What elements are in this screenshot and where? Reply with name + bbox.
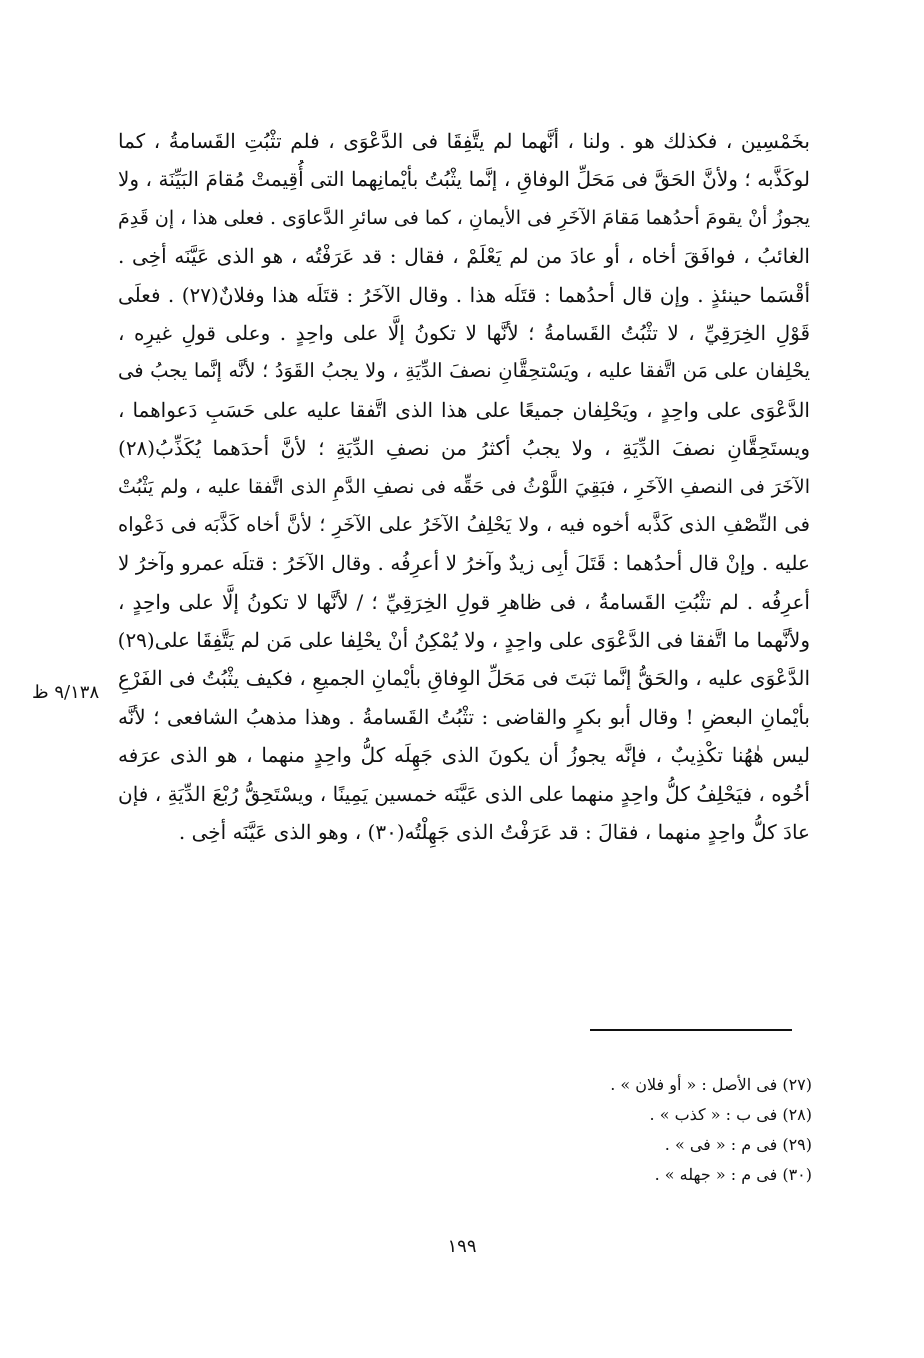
body-text — [118, 122, 810, 851]
footnotes — [440, 1070, 812, 1190]
text-line: أخُوه ، فيَحْلِفُ كلُّ واحِدٍ منهما على الذى عَيَّنَه خمسين يَمِينًا ، ويسْتَحِقُّ رُبْعَ الدِّيَةِ ، فإن — [118, 781, 810, 806]
text-line: بأيْمانِ البعضِ ! وقال أبو بكرٍ والقاضى : تثْبُتُ القَسامةُ . وهذا مذهبُ الشافعى ؛ لأنَّه — [118, 704, 810, 729]
text-line: ويستَحِقَّانِ نصفَ الدِّيَةِ ، ولا يجبُ أكثرُ من نصفِ الدِّيَةِ ؛ لأنَّ أحدَهما يُكَذِّبُ(٢٨) — [118, 436, 810, 461]
text-line: ليس هٰهُنا تكْذِيبٌ ، فإنَّه يجوزُ أن يكونَ الذى جَهِلَه كلُّ واحِدٍ منهما ، هو الذى عرَفه — [118, 743, 810, 768]
footnote: (٢٨) فى ب : « كذب » . — [649, 1105, 812, 1124]
text-line: أعرِفُه . لم تثْبُتِ القَسامةُ ، فى ظاهرِ قولِ الخِرَقِيِّ ؛ / لأنَّها لا تكونُ إلَّا على واحِدٍ ، — [118, 589, 810, 614]
text-line: يجوزُ أنْ يقومَ أحدُهما مَقامَ الآخَرِ فى الأيمانِ ، كما فى سائرِ الدَّعاوَى . فعلى هذا ، إن قَدِمَ — [118, 206, 810, 229]
footnote-separator — [590, 1029, 792, 1031]
text-line: ولأنَّهما ما اتَّفقا فى الدَّعْوَى على واحِدٍ ، ولا يُمْكِنُ أنْ يحْلِفا على مَن لم يَتَّفِقَا على(٢٩) — [118, 628, 810, 653]
text-line: يحْلِفان على مَن اتَّفقا عليه ، ويَسْتحِقَّانِ نصفَ الدِّيَةِ ، ولا يجبُ القَوَدُ ؛ لأنَّه إنَّما يجبُ فى — [118, 359, 810, 383]
footnote: (٣٠) فى م : « جهله » . — [654, 1165, 812, 1184]
footnote: (٢٧) فى الأصل : « أو فلان » . — [610, 1075, 812, 1094]
text-line: الدَّعْوَى على واحِدٍ ، ويَحْلِفان جميعًا على هذا الذى اتَّفقا عليه على حَسَبِ دَعواهما ، — [118, 397, 810, 422]
text-line: الآخَرَ فى النصفِ الآخَرِ ، فبَقِيَ اللَّوْثُ فى حَقِّه فى نصفِ الدَّمِ الذى اتَّفقا عليه ، ولم يَثْبُتْ — [118, 475, 810, 498]
text-line: قَوْلِ الخِرَقِيِّ ، لا تثْبُتُ القَسامةُ ؛ لأنَّها لا تكونُ إلَّا على واحِدٍ . وعلى قولِ غيرِه ، — [118, 320, 810, 345]
text-line: بخَمْسِين ، فكذلك هو . ولنا ، أنَّهما لم يتَّفِقَا فى الدَّعْوَى ، فلم تثْبُتِ القَسامةُ ، كما — [118, 129, 810, 153]
page-number: ١٩٩ — [447, 1236, 477, 1257]
text-line: أقْسَما حينئذٍ . وإن قال أحدُهما : قتَلَه هذا . وقال الآخَرُ : قتَلَه هذا وفلانٌ(٢٧) . فعلَى — [118, 282, 810, 307]
margin-folio-note: ٩/١٣٨ ظ — [32, 682, 100, 703]
text-line: عليه . وإنْ قال أحدُهما : قَتَلَ أبِى زيدٌ وآخرُ لا أعرِفُه . وقال الآخَرُ : قتلَه عمرو وآخرُ لا — [118, 551, 810, 576]
footnote: (٢٩) فى م : « فى » . — [664, 1135, 812, 1154]
text-line: فى النِّصْفِ الذى كَذَّبه أخوه فيه ، ولا يَحْلِفُ الآخَرُ على الآخَرِ ؛ لأنَّ أخاه كَذَّبَه فى دَعْواه — [118, 512, 810, 536]
text-line: لوكَذَّبه ؛ ولأنَّ الحَقَّ فى مَحَلِّ الوفاقِ ، إنَّما يثْبُتُ بأيْمانِهما التى أُقِيمتْ مُقامَ البَيِّنَة ، ولا — [118, 167, 810, 192]
text-line: الغائبُ ، فوافَقَ أخاه ، أو عادَ من لم يَعْلَمْ ، فقال : قد عَرَفْتُه ، هو الذى عَيَّنَه أخِى . — [118, 244, 810, 269]
text-line: عادَ كلُّ واحِدٍ منهما ، فقالَ : قد عَرَفْتُ الذى جَهِلْتُه(٣٠) ، وهو الذى عَيَّنَه أخِى . — [178, 820, 810, 845]
text-line: الدَّعْوَى عليه ، والحَقُّ إنَّما ثبَتَ فى مَحَلِّ الوِفاقِ بأيْمانِ الجميعِ ، فكيف يثْبُتُ فى الفَرْعِ — [118, 666, 810, 691]
